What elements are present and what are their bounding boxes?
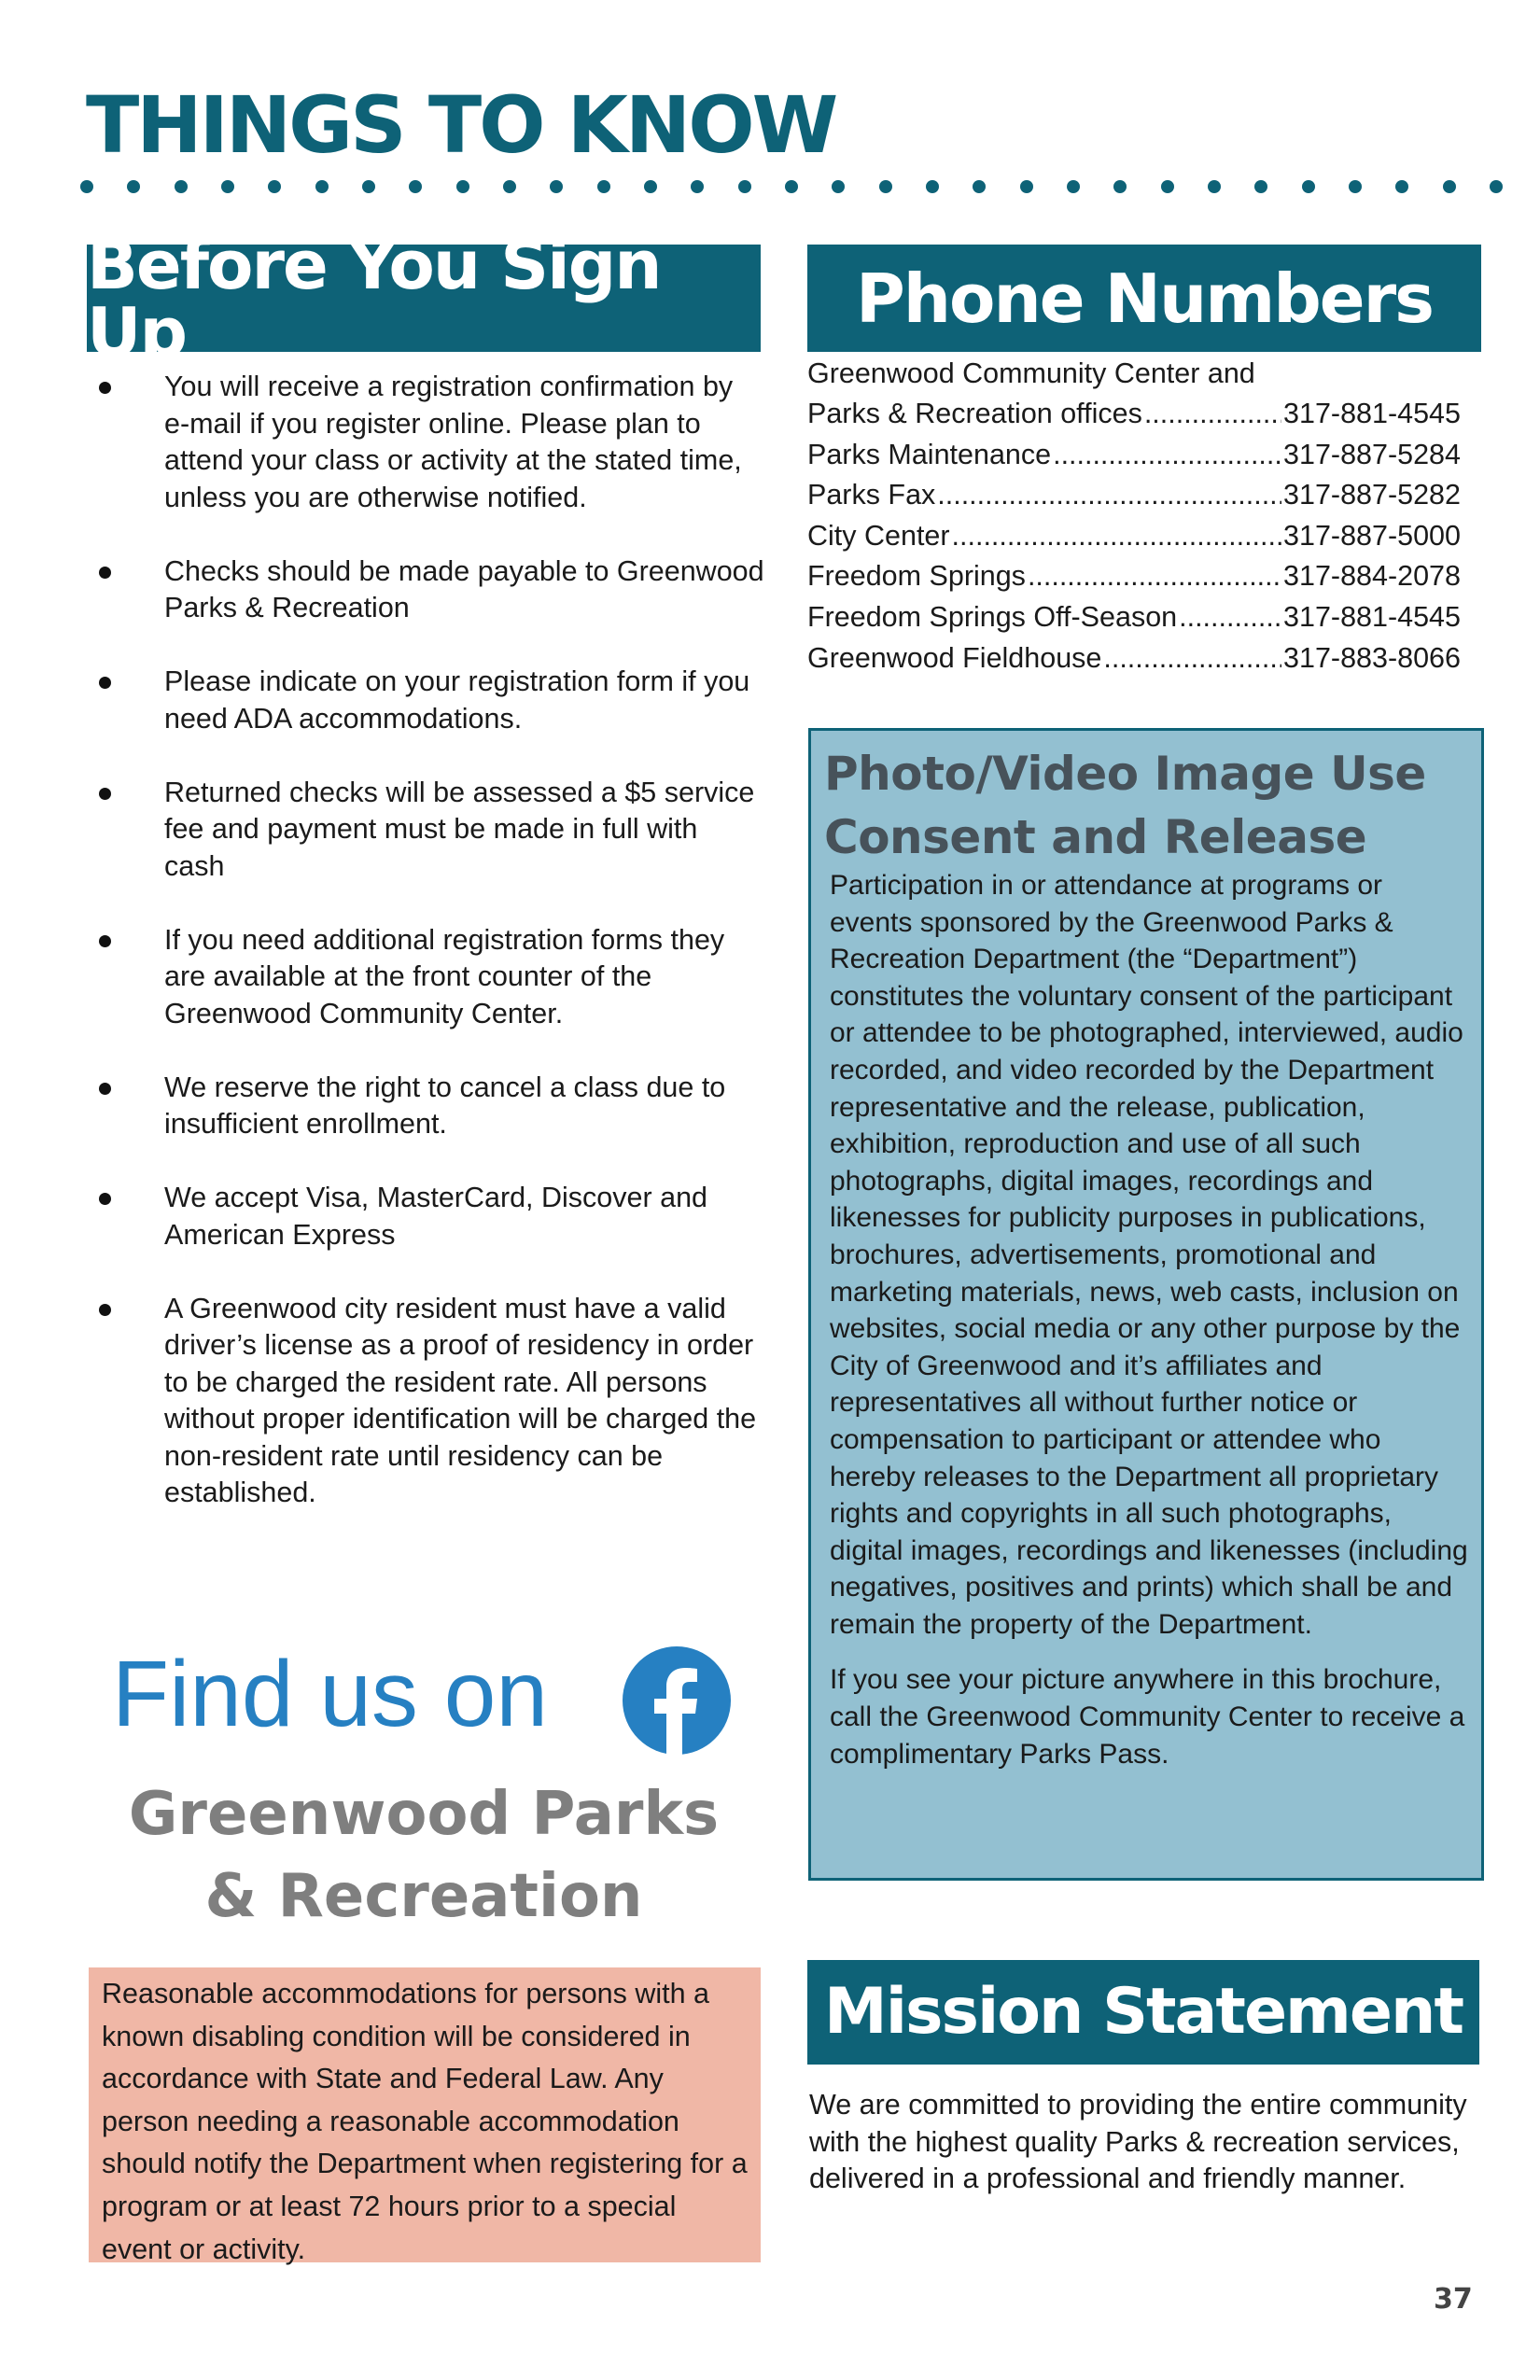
phone-numbers-heading: Phone Numbers [807, 245, 1481, 352]
divider-dot [1067, 180, 1080, 193]
consent-body: Participation in or attendance at programs or events sponsored by the Greenwood Parks & Recreation Department (the “Department”) constitutes the voluntary consent of the participant or attendee to be photographed, interviewed, audio recorded, and video recorded by the Department representative and the release, publication, exhibition, reproduction and use of all such photographs, digital images, recordings and likenesses for publicity purposes in publications, brochures, advertisements, promotional and marketing materials, news, web casts, inclusion on websites, social media or any other purpose by the City of Greenwood and it’s affiliates and representatives all without further notice or compensation to participant or attendee who hereby releases to the Department all proprietary rights and copyrights in all such photographs, digital images, recordings and likenesses (including negatives, positives and prints) which shall be and remain the property of the Department. [830, 870, 1468, 1640]
ada-notice: Reasonable accommodations for persons with a known disabling condition will be considered in accordance with State and Federal Law. Any person needing a reasonable accommodation should notify the Department when registering for a program or at least 72 hours prior to a special event or activity. [89, 1967, 761, 2262]
divider-dot [1208, 180, 1221, 193]
find-us-text: Find us on [112, 1642, 548, 1746]
divider-dot [315, 180, 329, 193]
phone-name: Parks & Recreation offices [807, 398, 1142, 429]
phone-row [807, 394, 1461, 435]
divider-dot [926, 180, 939, 193]
phone-number: 317-881-4545 [1283, 398, 1461, 429]
divider-dot [973, 180, 986, 193]
list-item: Please indicate on your registration form if you need ADA accommodations. [93, 664, 765, 737]
divider-dot [127, 180, 140, 193]
divider-dot [503, 180, 516, 193]
divider-dot [550, 180, 563, 193]
page-title: THINGS TO KNOW [86, 79, 836, 171]
divider-dot [221, 180, 234, 193]
divider-dot [832, 180, 845, 193]
divider-dot [644, 180, 657, 193]
divider-dot [268, 180, 281, 193]
phone-number: 317-883-8066 [1283, 641, 1461, 674]
before-signup-heading: Before You Sign Up [87, 245, 761, 352]
facebook-icon[interactable] [621, 1645, 733, 1757]
divider-dot [1113, 180, 1127, 193]
divider-dot [1020, 180, 1033, 193]
phone-row [807, 556, 1461, 597]
divider-dot [738, 180, 751, 193]
list-item: You will receive a registration confirmation by e-mail if you register online. Please plan to attend your class or activity at the stated time, unless you are otherwise notified. [93, 369, 765, 516]
phone-name: Parks Maintenance [807, 438, 1052, 470]
before-signup-list [93, 369, 765, 1548]
phone-row [807, 638, 1461, 679]
divider-dot [456, 180, 469, 193]
list-item: Returned checks will be assessed a $5 service fee and payment must be made in full with cash [93, 775, 765, 886]
consent-title: Photo/Video Image Use Consent and Release [824, 747, 1426, 864]
divider-dot [1161, 180, 1174, 193]
phone-row [807, 435, 1461, 476]
consent-release-box [808, 728, 1484, 1881]
divider-dot [80, 180, 93, 193]
divider-dot [879, 180, 892, 193]
list-item: If you need additional registration forms they are available at the front counter of the Greenwood Community Center. [93, 922, 765, 1033]
list-item: A Greenwood city resident must have a valid driver’s license as a proof of residency in order to be charged the resident rate. All persons without proper identification will be charged the non-resident rate until residency can be established. [93, 1291, 765, 1512]
divider-dot [785, 180, 798, 193]
divider-dot [1302, 180, 1315, 193]
divider-dot [1443, 180, 1456, 193]
phone-name: Greenwood Fieldhouse [807, 641, 1102, 674]
org-name-line: Greenwood Parks [128, 1780, 720, 1849]
divider-dot [1395, 180, 1408, 193]
list-item: Checks should be made payable to Greenwood Parks & Recreation [93, 553, 765, 627]
phone-number: 317-887-5000 [1283, 519, 1461, 552]
phone-number: 317-887-5282 [1283, 479, 1461, 511]
phone-name: Freedom Springs Off-Season [807, 600, 1178, 633]
phone-number: 317-881-4545 [1283, 600, 1461, 633]
divider-dot [597, 180, 610, 193]
phone-name: City Center [807, 519, 950, 552]
organization-name [87, 1773, 761, 1938]
phone-name: Parks Fax [807, 479, 936, 511]
divider-dot [1254, 180, 1267, 193]
divider-dot [362, 180, 375, 193]
divider-dot [1349, 180, 1362, 193]
divider-dot [175, 180, 188, 193]
phone-row [807, 475, 1461, 516]
divider-dot [691, 180, 704, 193]
phone-name: Freedom Springs [807, 560, 1026, 593]
phone-number: 317-884-2078 [1283, 560, 1461, 593]
list-item: We reserve the right to cancel a class due to insufficient enrollment. [93, 1070, 765, 1143]
page-number: 37 [1434, 2283, 1473, 2316]
consent-note: If you see your picture anywhere in this brochure, call the Greenwood Community Center to receive a complimentary Parks Pass. [830, 1664, 1465, 1770]
phone-number: 317-887-5284 [1283, 438, 1461, 470]
mission-heading: Mission Statement [807, 1960, 1479, 2065]
org-name-line: & Recreation [204, 1862, 643, 1931]
phone-row [807, 597, 1461, 638]
divider-dot [1490, 180, 1503, 193]
phone-list [807, 353, 1461, 679]
dotted-divider [80, 176, 1503, 197]
list-item: We accept Visa, MasterCard, Discover and American Express [93, 1180, 765, 1253]
mission-text: We are committed to providing the entire community with the highest quality Parks & recreation services, delivered in a professional and friendly manner. [809, 2089, 1467, 2194]
phone-intro: Greenwood Community Center and [807, 357, 1255, 389]
divider-dot [409, 180, 422, 193]
phone-row [807, 516, 1461, 557]
